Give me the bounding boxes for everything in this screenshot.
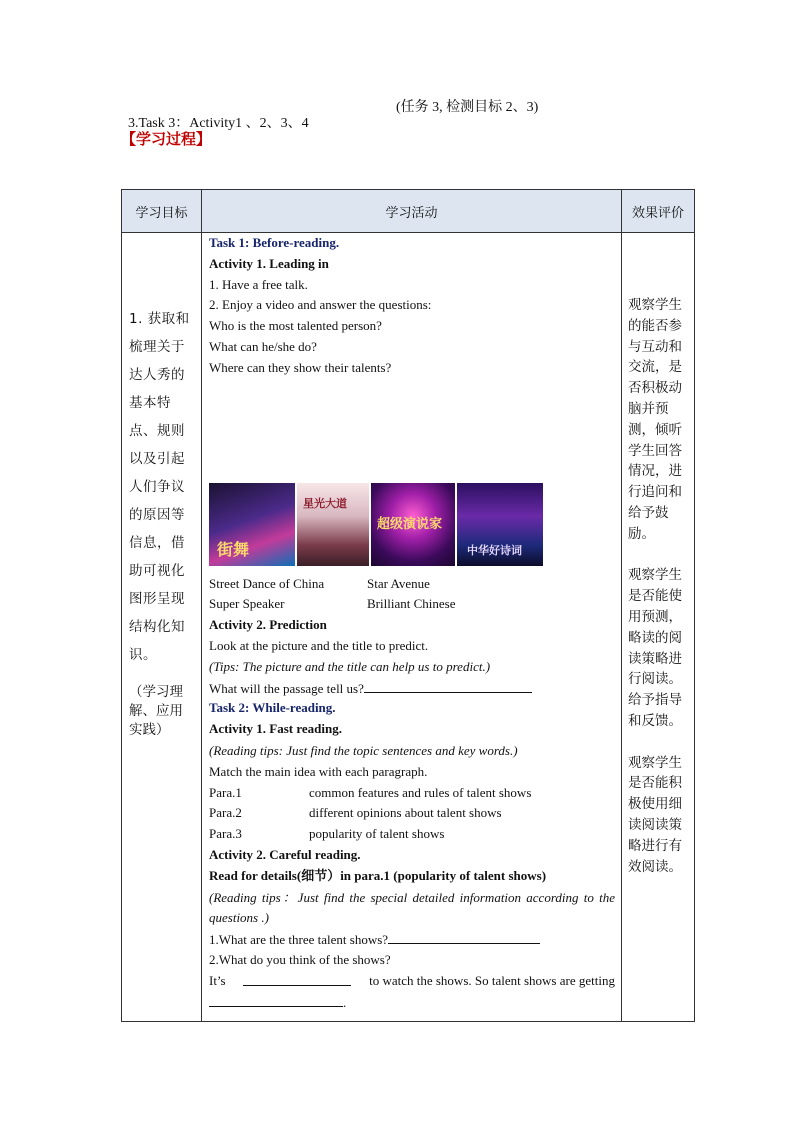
q2: 2.What do you think of the shows? [209,951,391,967]
para-label: Para.3 [209,826,242,842]
para-idea: common features and rules of talent shows [309,784,532,800]
activity-cell [202,233,622,1022]
q3-end: . [343,994,347,1010]
poster-title: 中华好诗词 [467,543,522,557]
goal-text: 1. 获取和梳理关于达人秀的基本特点、规则以及引起人们争议的原因等信息，借助可视化图形呈现结构化知识。 [129,311,190,663]
evaluation-block: 观察学生的能否参与互动和交流，是否积极动脑并预测，倾听学生回答情况，进行追问和给予鼓励。 [628,297,682,542]
goal-note: （学习理解、应用实践） [129,684,183,738]
careful-tips: (Reading tips：Just find the special detailed information according to the questions .) [209,889,615,926]
header-goal: 学习目标 [122,190,202,233]
act1-title: Activity 1. Leading in [209,255,329,271]
act1-line: What can he/she do? [209,338,317,354]
task1-title: Task 1: Before-reading. [209,235,340,250]
act1-line: Where can they show their talents? [209,359,392,375]
act1-line: 1. Have a free talk. [209,276,308,292]
fast-title: Activity 1. Fast reading. [209,721,342,737]
act2-title: Activity 2. Prediction [209,617,327,633]
careful-title: Activity 2. Careful reading. [209,846,361,862]
act2-tips: (Tips: The picture and the title can help us to predict.) [209,658,491,674]
task-goal: (任务 3, 检测目标 2、3) [396,100,539,115]
q3-row [209,971,615,992]
show-name: Street Dance of China [209,575,325,591]
para-idea: popularity of talent shows [309,826,445,842]
fast-instruction: Match the main idea with each paragraph. [209,763,428,779]
section-title: 【学习过程】 [121,130,212,148]
show-posters [209,483,615,566]
q3-end-row [209,992,615,1013]
answer-blank[interactable] [209,992,343,1007]
para-label: Para.2 [209,805,242,821]
act2-question: What will the passage tell us? [209,680,364,696]
careful-sub: Read for details(细节）in para.1 (popularity of talent shows) [209,867,547,883]
para-row [209,783,615,804]
act1-line: Who is the most talented person? [209,318,382,334]
answer-blank[interactable] [243,971,351,986]
show-name: Super Speaker [209,596,285,612]
answer-blank[interactable] [388,929,540,944]
poster-brilliant-chinese [457,483,543,566]
goal-cell [122,233,202,1022]
act1-line: 2. Enjoy a video and answer the questions: [209,297,432,313]
poster-super-speaker [371,483,455,566]
header-evaluation: 效果评价 [622,190,695,233]
act2-line: Look at the picture and the title to predict. [209,637,429,653]
show-name: Star Avenue [367,575,430,591]
q1: 1.What are the three talent shows? [209,932,389,948]
q3-middle: to watch the shows. So talent shows are getting [369,972,615,988]
poster-title: 超级演说家 [377,516,443,532]
para-row [209,824,615,845]
learning-process-table [121,189,695,1022]
para-label: Para.1 [209,784,242,800]
task2-title: Task 2: While-reading. [209,700,336,716]
evaluation-block: 观察学生是否能积极使用细读阅读策略进行有效阅读。 [628,754,682,875]
shows-row-2 [209,594,615,615]
act2-question-row [209,678,615,699]
poster-street-dance [209,483,295,566]
task-activities: 3.Task 3：Activity1 、2、3、4 [128,116,309,131]
header-activity: 学习活动 [202,190,622,233]
shows-row-1 [209,574,615,595]
q3-start: It’s [209,972,226,988]
answer-blank[interactable] [364,678,532,693]
evaluation-block: 观察学生是否能使用预测，略读的阅读策略进行阅读。给予指导和反馈。 [628,567,682,729]
poster-star-avenue [297,483,369,566]
poster-title: 星光大道 [303,496,347,510]
evaluation-cell [622,233,695,1022]
poster-title: 街舞 [217,539,250,559]
show-name: Brilliant Chinese [367,596,456,612]
fast-tips: (Reading tips: Just find the topic sentences and key words.) [209,742,518,758]
table-header-row [122,190,695,233]
para-row [209,803,615,824]
para-idea: different opinions about talent shows [309,805,502,821]
q1-row [209,929,615,950]
table-body-row [122,233,695,1022]
